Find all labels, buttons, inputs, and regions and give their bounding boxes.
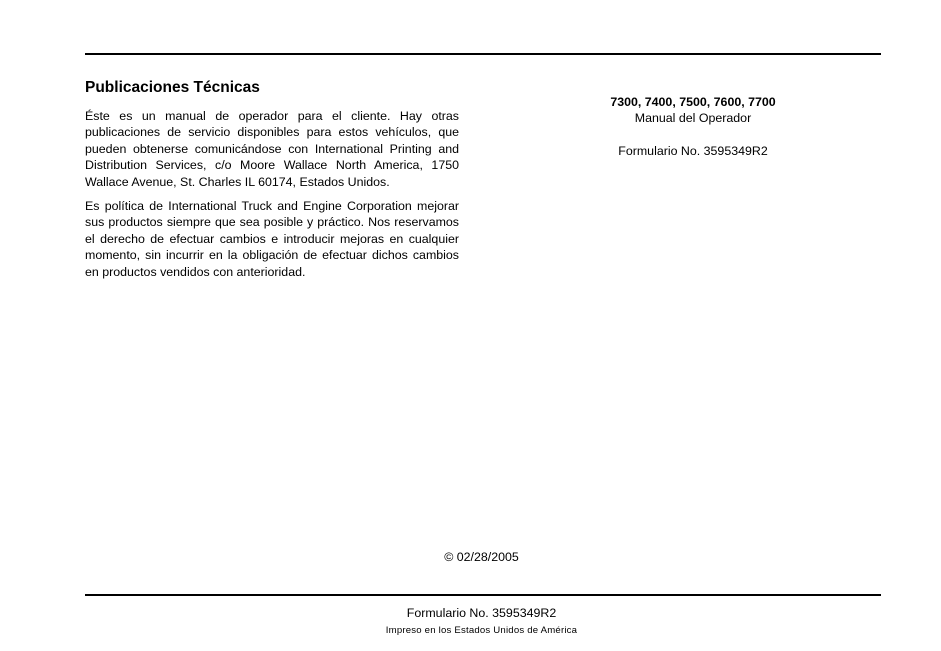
manual-identification xyxy=(505,94,881,159)
publications-paragraph: Éste es un manual de operador para el cliente. Hay otras publicaciones de servicio disponibles para estos vehículos, que pueden obtenerse comunicándose con International Printing and Distribution Services, c/o Moore Wallace North America, 1750 Wallace Avenue, St. Charles IL 60174, Estados Unidos. xyxy=(85,109,459,189)
technical-publications-section xyxy=(85,78,459,288)
policy-paragraph: Es política de International Truck and Engine Corporation mejorar sus productos siempre que sea posible y práctico. Nos reservamos el derecho de efectuar cambios e introducir mejoras en cualquier momento, sin incurrir en la obligación de efectuar dichos cambios en productos vendidos con anterioridad. xyxy=(85,199,459,279)
footer-printed-in: Impreso en los Estados Unidos de América xyxy=(385,625,578,636)
footer-form-number: Formulario No. 3595349R2 xyxy=(406,606,557,620)
section-heading: Publicaciones Técnicas xyxy=(85,79,260,96)
copyright-date: © 02/28/2005 xyxy=(444,550,519,564)
manual-title: Manual del Operador xyxy=(634,111,752,125)
top-divider xyxy=(85,53,881,55)
bottom-divider xyxy=(85,594,881,596)
model-numbers: 7300, 7400, 7500, 7600, 7700 xyxy=(610,95,776,109)
form-number: Formulario No. 3595349R2 xyxy=(618,144,768,158)
